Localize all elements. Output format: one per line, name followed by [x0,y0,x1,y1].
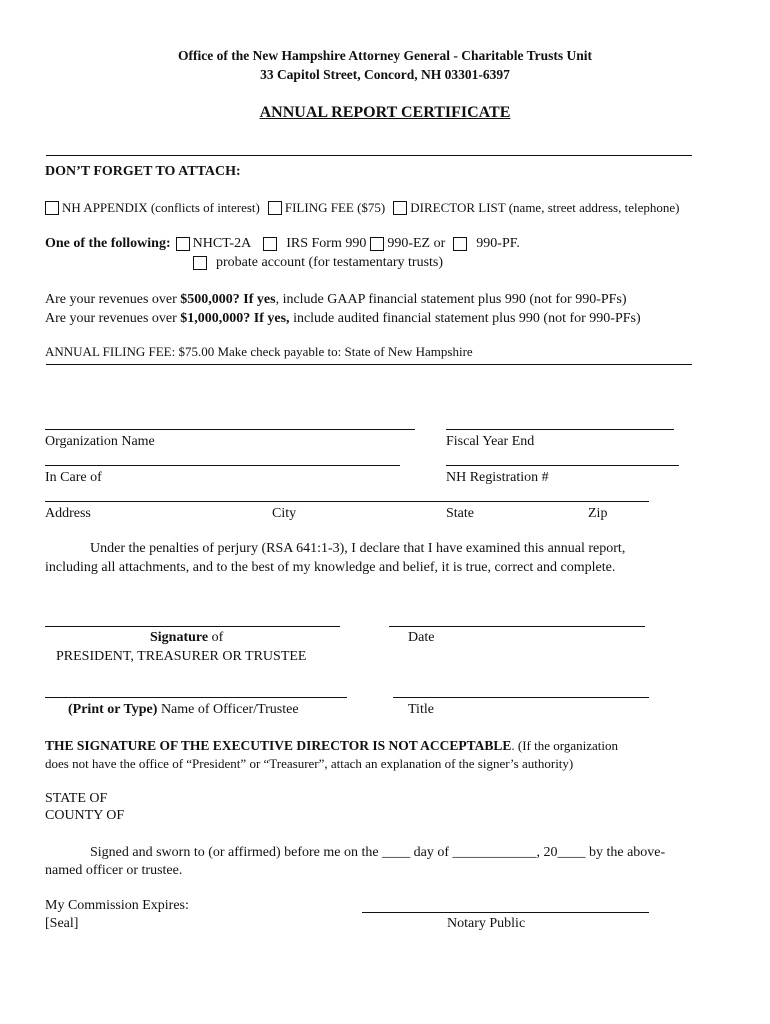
county-of-label: COUNTY OF [45,808,125,823]
form-options-row [45,236,520,252]
irs-990-label: IRS Form 990 [286,236,367,251]
attach-item-label: DIRECTOR LIST (name, street address, telephone) [410,200,680,215]
fiscal-year-end-field[interactable] [446,429,674,430]
in-care-of-label: In Care of [45,470,102,485]
state-of-label: STATE OF [45,791,108,806]
perjury-statement-line-2: including all attachments, and to the best of my knowledge and belief, it is true, correct and complete. [45,560,616,575]
990-ez-checkbox[interactable] [370,237,384,251]
signature-field[interactable] [45,626,340,627]
address-label: Address [45,506,91,521]
signature-label: Signature of [150,630,224,645]
probate-label: probate account (for testamentary trusts) [216,255,444,270]
attach-item-label: NH APPENDIX (conflicts of interest) [62,200,260,215]
fee-divider [46,364,692,365]
title-field[interactable] [393,697,649,698]
commission-expires-label: My Commission Expires: [45,898,189,913]
filing-fee-line: ANNUAL FILING FEE: $75.00 Make check payable to: State of New Hampshire [45,344,473,359]
attach-director-list-checkbox[interactable] [393,201,407,215]
organization-name-field[interactable] [45,429,415,430]
officer-roles-label: PRESIDENT, TREASURER OR TRUSTEE [56,649,307,664]
printed-name-label: (Print or Type) Name of Officer/Trustee [68,702,299,717]
nh-registration-field[interactable] [446,465,679,466]
attach-heading: DON’T FORGET TO ATTACH: [45,164,241,179]
attach-item-label: FILING FEE ($75) [284,200,386,215]
zip-label: Zip [588,506,608,521]
attach-checklist [45,200,679,216]
title-label: Title [408,702,434,717]
page-title: ANNUAL REPORT CERTIFICATE [259,104,511,121]
probate-row [193,255,443,271]
attach-filing-fee-checkbox[interactable] [268,201,282,215]
city-label: City [272,506,297,521]
executive-director-warning: THE SIGNATURE OF THE EXECUTIVE DIRECTOR IS NOT ACCEPTABLE. (If the organization [45,738,618,753]
organization-name-label: Organization Name [45,434,155,449]
nhct-2a-checkbox[interactable] [176,237,190,251]
revenue-500k-line: Are your revenues over $500,000? If yes, include GAAP financial statement plus 990 (not for 990-PFs) [45,292,627,307]
notary-public-label: Notary Public [447,916,526,931]
address-field[interactable] [45,501,649,502]
attach-nh-appendix-checkbox[interactable] [45,201,59,215]
header-divider [46,155,692,156]
sworn-statement-line-2: named officer or trustee. [45,863,183,878]
date-field[interactable] [389,626,645,627]
one-of-label: One of the following: [45,236,171,251]
revenue-1m-line: Are your revenues over $1,000,000? If yes, include audited financial statement plus 990 (not for 990-PFs) [45,311,641,326]
state-label: State [446,506,474,521]
irs-990-checkbox[interactable] [263,237,277,251]
sworn-statement-line-1: Signed and sworn to (or affirmed) before me on the ____ day of ____________, 20____ by the above- [90,845,666,860]
in-care-of-field[interactable] [45,465,400,466]
fiscal-year-end-label: Fiscal Year End [446,434,535,449]
printed-name-field[interactable] [45,697,347,698]
nh-registration-label: NH Registration # [446,470,549,485]
perjury-statement-line-1: Under the penalties of perjury (RSA 641:1-3), I declare that I have examined this annual report, [90,541,626,556]
990-pf-label: 990-PF. [476,236,520,251]
990-pf-checkbox[interactable] [453,237,467,251]
probate-checkbox[interactable] [193,256,207,270]
office-heading: Office of the New Hampshire Attorney General - Charitable Trusts Unit [178,48,592,63]
990-ez-label: 990-EZ or [387,236,446,251]
notary-signature-field[interactable] [362,912,649,913]
nhct-2a-label: NHCT-2A [192,236,252,251]
office-address: 33 Capitol Street, Concord, NH 03301-6397 [260,67,510,82]
warning-explanation: does not have the office of “President” or “Treasurer”, attach an explanation of the signer’s authority) [45,756,574,771]
seal-label: [Seal] [45,916,79,931]
date-label: Date [408,630,435,645]
